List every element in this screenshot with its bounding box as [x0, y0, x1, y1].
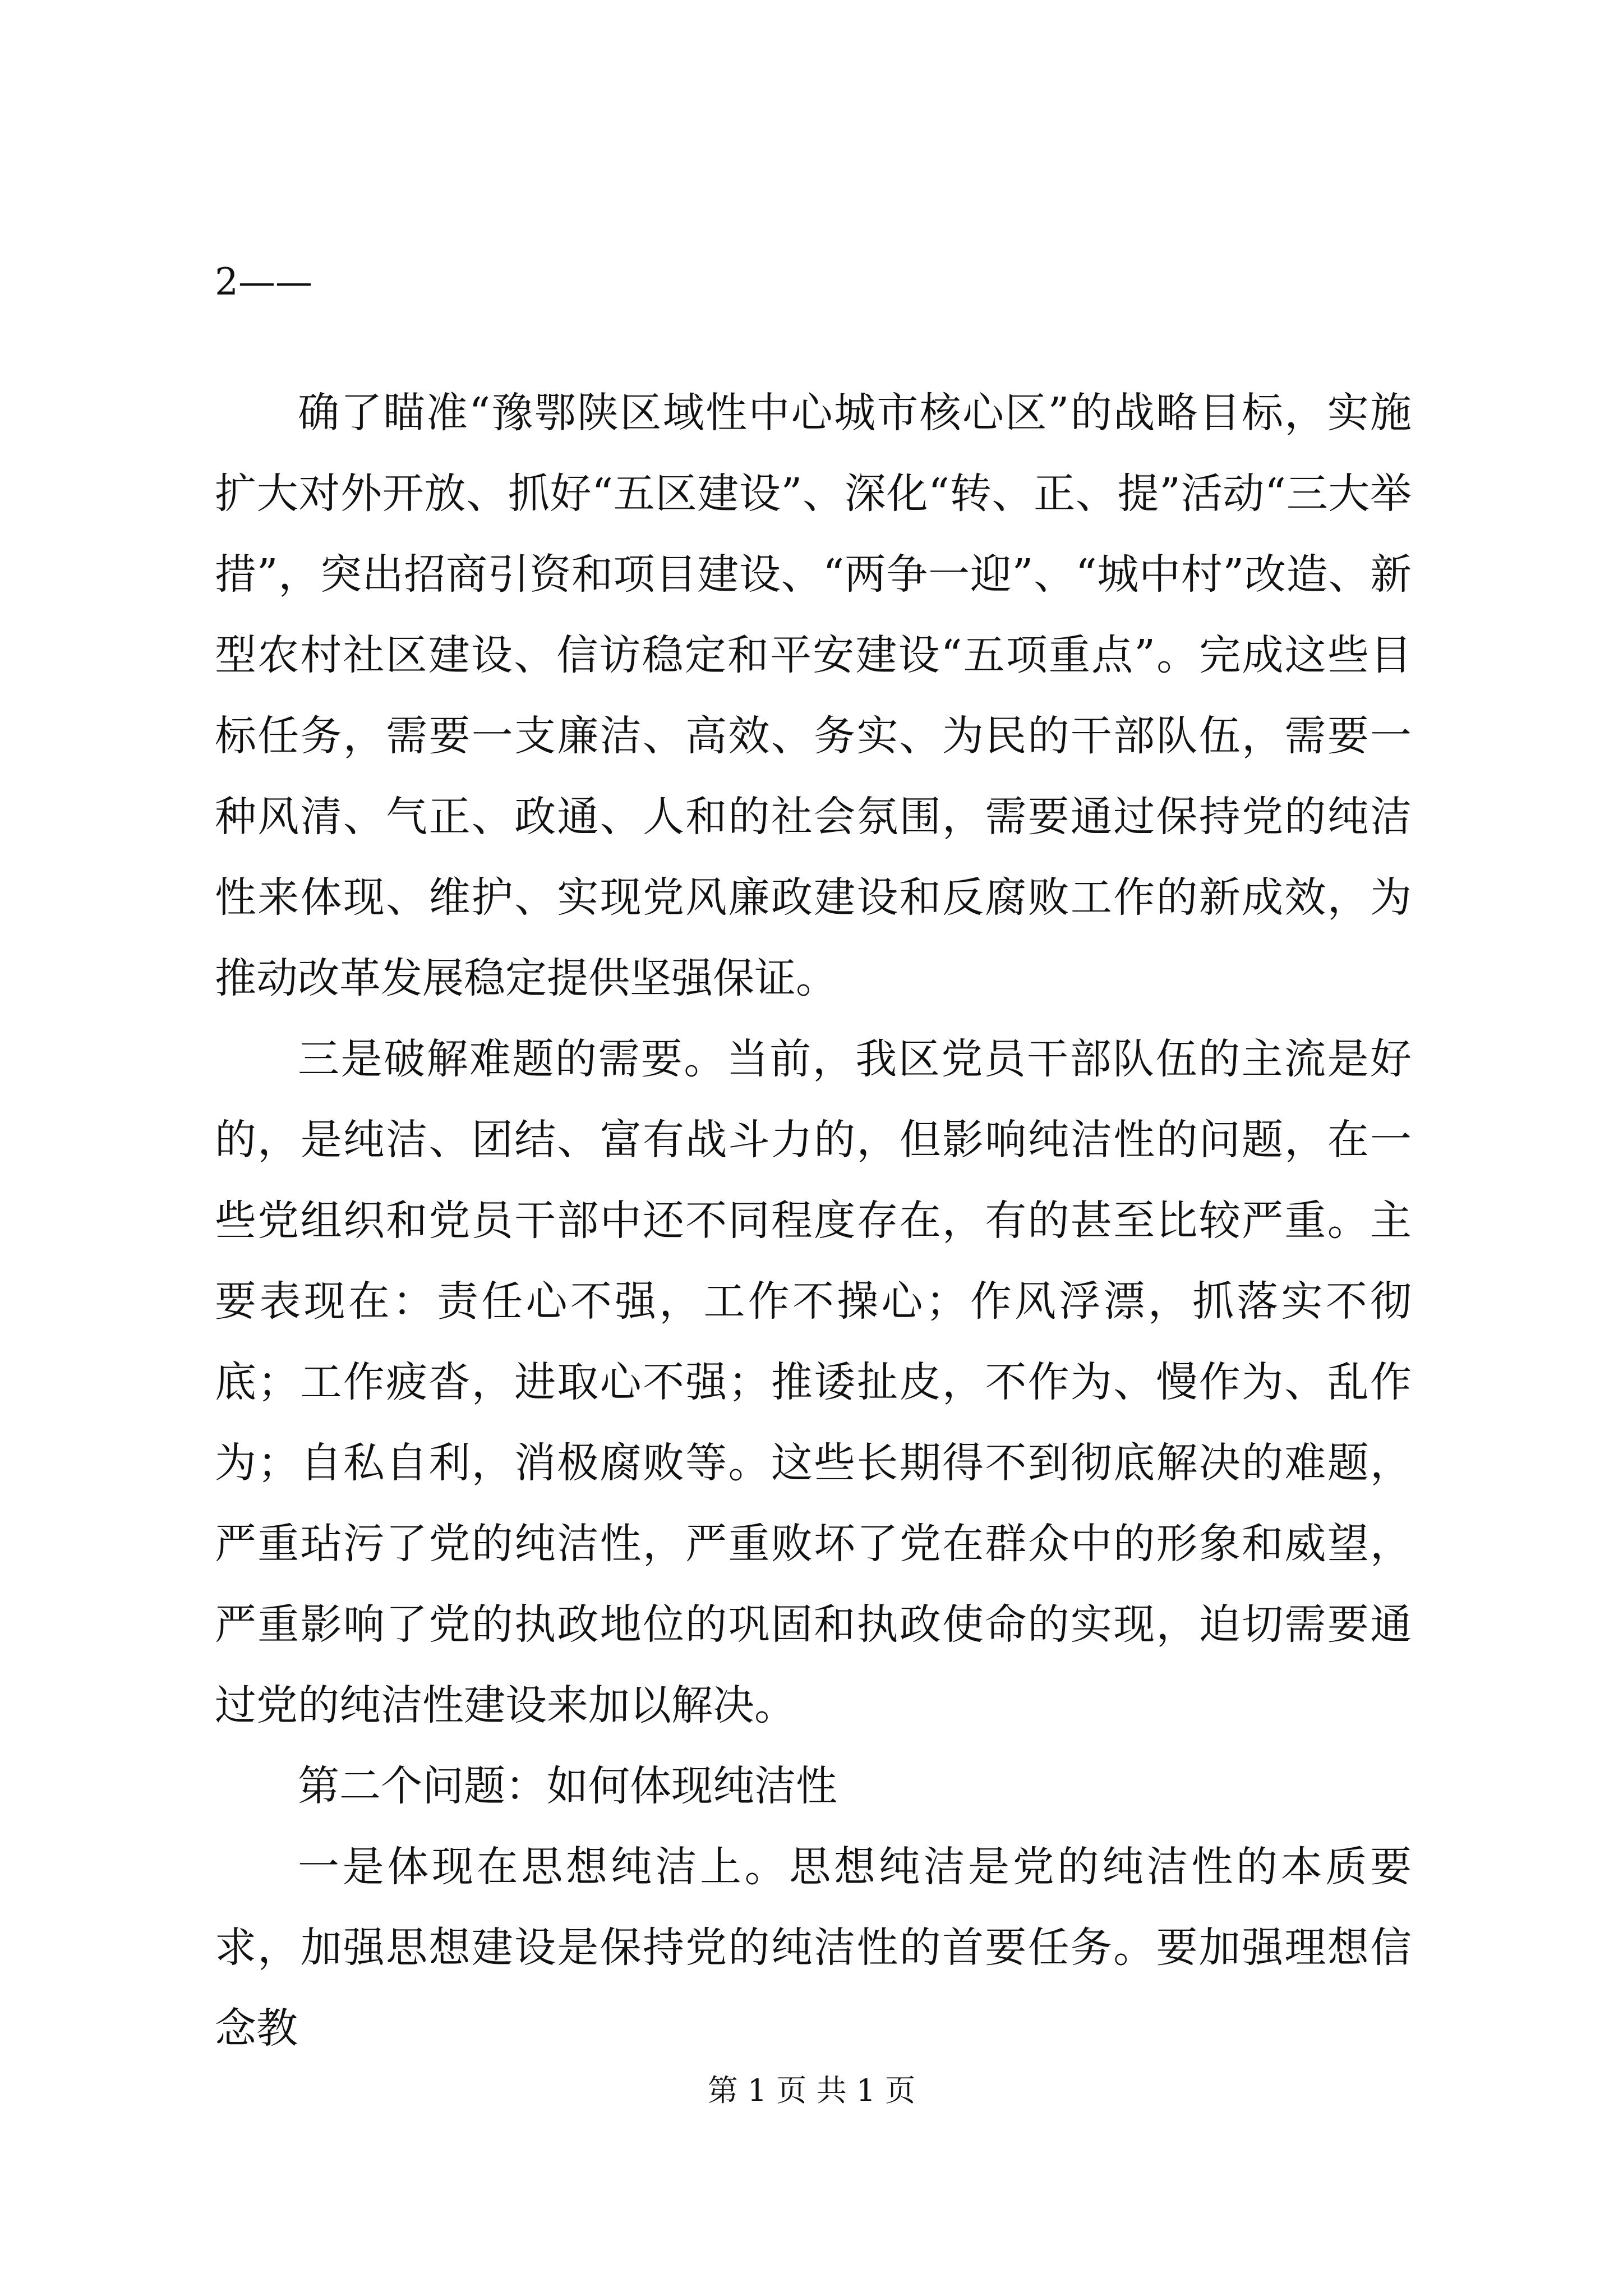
paragraph-solve-problems: 三是破解难题的需要。当前，我区党员干部队伍的主流是好的，是纯洁、团结、富有战斗力的，但影响纯洁性的问题，在一些党组织和党员干部中还不同程度存在，有的甚至比较严重。主要表现在：责任心不强，工作不操心；作风浮漂，抓落实不彻底；工作疲沓，进取心不强；推诿扯皮，不作为、慢作为、乱作为；自私自利，消极腐败等。这些长期得不到彻底解决的难题，严重玷污了党的纯洁性，严重败坏了党在群众中的形象和威望，严重影响了党的执政地位的巩固和执政使命的实现，迫切需要通过党的纯洁性建设来加以解决。: [215, 1035, 1412, 1729]
page-footer: 第 1 页 共 1 页: [707, 2073, 916, 2108]
paragraph-ideological-purity: 一是体现在思想纯洁上。思想纯洁是党的纯洁性的本质要求，加强思想建设是保持党的纯洁性的首要任务。要加强理想信念教: [215, 1843, 1412, 2053]
paragraph-strategy-continuation: 确了瞄准“豫鄂陕区域性中心城市核心区”的战略目标，实施扩大对外开放、抓好“五区建设”、深化“转、正、提”活动“三大举措”，突出招商引资和项目建设、“两争一迎”、“城中村”改造、新型农村社区建设、信访稳定和平安建设“五项重点”。完成这些目标任务，需要一支廉洁、高效、务实、为民的干部队伍，需要一种风清、气正、政通、人和的社会氛围，需要通过保持党的纯洁性来体现、维护、实现党风廉政建设和反腐败工作的新成效，为推动改革发展稳定提供坚强保证。: [215, 389, 1412, 1002]
section-heading-second-question: 第二个问题：如何体现纯洁性: [298, 1762, 837, 1810]
page-header-mark: 2——: [215, 260, 312, 303]
document-body: [215, 372, 1412, 2069]
